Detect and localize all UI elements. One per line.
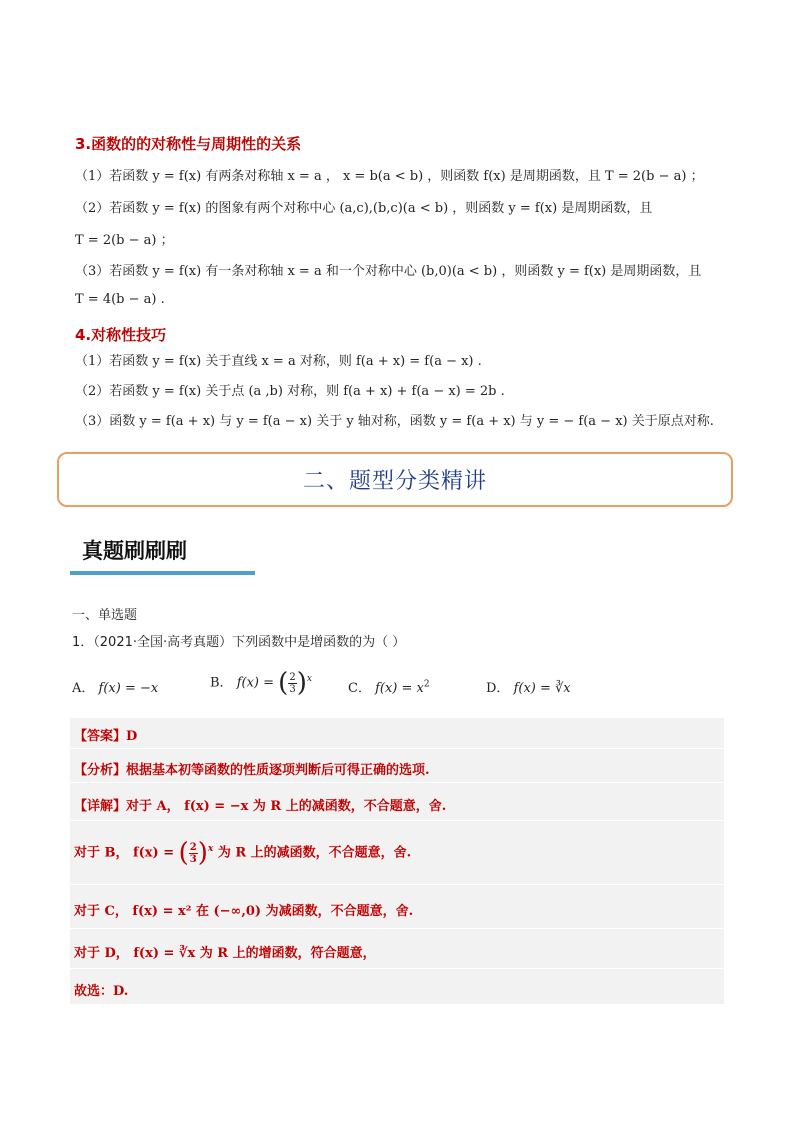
fraction-numerator: 2 [189,841,197,853]
answer-divider [70,748,724,749]
fraction-denominator: 3 [189,853,197,865]
right-paren-glyph: ) [197,838,208,868]
left-paren-glyph: ( [178,838,189,868]
left-paren-glyph: ( [278,668,289,698]
heading-underline [70,571,255,575]
option-c-exponent: 2 [423,679,430,690]
detail-b-fraction [189,842,198,865]
section-4-line-2: （2）若函数 y = f(x) 关于点 (a ,b) 对称，则 f(a + x) + f(a − x) = 2b . [75,384,505,399]
option-a-label: A． [72,681,95,696]
section-4-title: 4.对称性技巧 [75,326,167,344]
section-3-line-1: （1）若函数 y = f(x) 有两条对称轴 x = a ， x = b(a < b) ，则函数 f(x) 是周期函数，且 T = 2(b − a) ； [75,169,704,184]
right-paren-glyph: ) [296,668,307,698]
practice-heading: 真题刷刷刷 [82,539,187,563]
detail-b-line [74,838,411,868]
detail-b-suffix: 为 R 上的减函数，不合题意，舍. [217,845,412,861]
option-a-expr: f(x) = −x [98,681,159,696]
option-d[interactable] [486,677,571,696]
option-b-label: B． [210,675,233,691]
option-c-expr: f(x) = x [375,681,424,696]
option-d-label: D． [486,681,510,696]
fraction-denominator: 3 [289,683,296,695]
banner-text: 二、题型分类精讲 [302,469,487,494]
answer-divider [70,968,724,969]
conclusion-line: 故选：D. [74,984,129,999]
detail-b-exponent: x [207,844,214,855]
option-b[interactable] [210,668,312,698]
detail-a-line: 【详解】对于 A， f(x) = −x 为 R 上的减函数，不合题意，舍. [74,799,447,814]
answer-divider [70,884,724,885]
answer-divider [70,928,724,929]
option-c-label: C． [348,681,371,696]
option-b-fraction [288,672,296,695]
answer-divider [70,782,724,783]
section-3-line-2a: （2）若函数 y = f(x) 的图象有两个对称中心 (a,c),(b,c)(a < b) ，则函数 y = f(x) 是周期函数，且 [75,201,653,216]
question-1-text: 1．（2021·全国·高考真题）下列函数中是增函数的为（ ） [72,635,406,650]
option-d-expr: f(x) = ∛x [513,681,571,696]
detail-b-prefix: 对于 B， f(x) = [74,845,175,861]
answer-line: 【答案】D [74,729,138,744]
answer-divider [70,820,724,821]
section-3-line-2b: T = 2(b − a) ； [75,233,174,248]
detail-c-line: 对于 C， f(x) = x² 在 (−∞,0) 为减函数，不合题意，舍. [74,904,414,919]
section-3-title: 3.函数的的对称性与周期性的关系 [75,135,302,153]
option-a[interactable] [72,677,158,696]
option-b-lhs: f(x) = [236,675,275,691]
section-3-line-3a: （3）若函数 y = f(x) 有一条对称轴 x = a 和一个对称中心 (b,0)(a < b) ，则函数 y = f(x) 是周期函数，且 [75,264,702,279]
section-banner [57,452,733,507]
section-4-line-1: （1）若函数 y = f(x) 关于直线 x = a 对称，则 f(a + x) = f(a − x) . [75,354,482,369]
detail-d-line: 对于 D， f(x) = ∛x 为 R 上的增函数，符合题意， [74,946,376,961]
section-3-line-3b: T = 4(b − a) . [75,292,165,307]
question-type-label: 一、单选题 [72,608,138,623]
option-b-exponent: x [306,674,312,685]
fraction-numerator: 2 [289,671,296,683]
analysis-line: 【分析】根据基本初等函数的性质逐项判断后可得正确的选项. [74,763,430,778]
section-4-line-3: （3）函数 y = f(a + x) 与 y = f(a − x) 关于 y 轴对称，函数 y = f(a + x) 与 y = − f(a − x) 关于原点对称. [75,414,714,429]
option-c[interactable] [348,677,430,696]
